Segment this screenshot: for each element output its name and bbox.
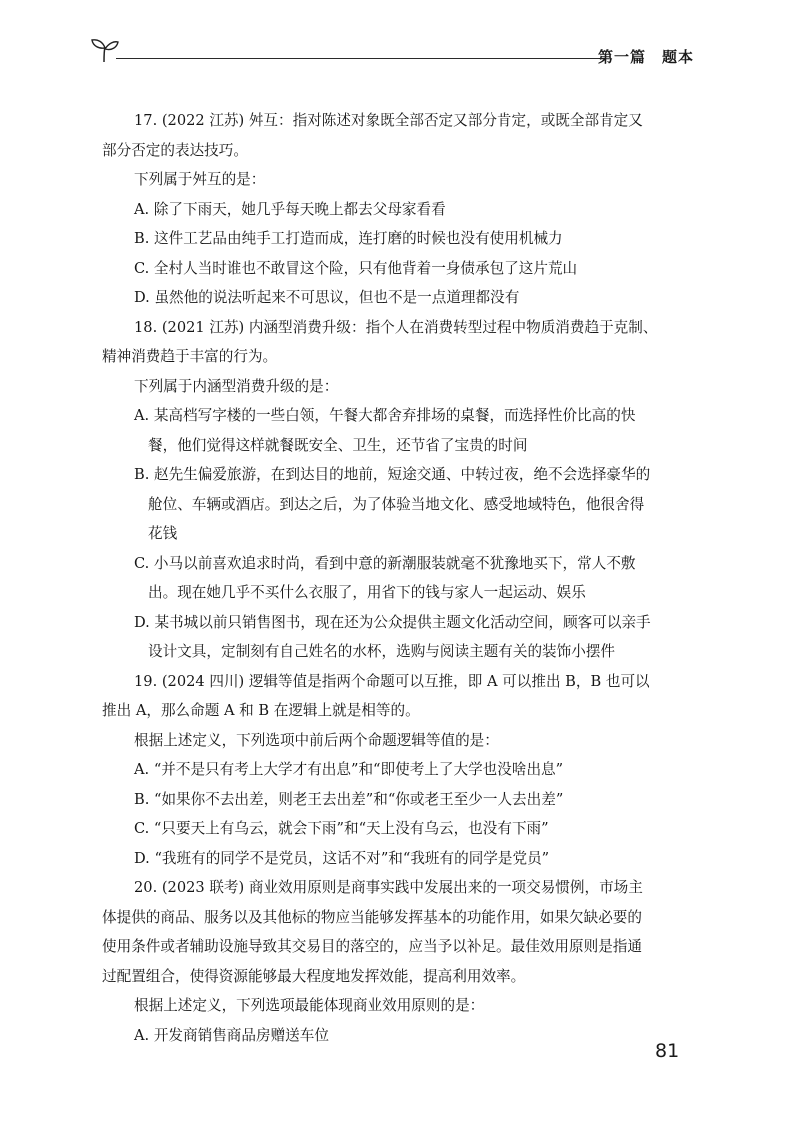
question-stem-line: 部分否定的表达技巧。 — [102, 141, 248, 159]
header-rule — [116, 58, 606, 59]
page-header — [88, 36, 708, 76]
question-content — [102, 106, 694, 1050]
question-stem-line: 17. (2022 江苏) 舛互：指对陈述对象既全部否定又部分肯定，或既全部肯定又 — [134, 112, 643, 129]
option-line: 设计文具，定制刻有自己姓名的水杯，选购与阅读主题有关的装饰小摆件 — [148, 643, 616, 660]
question-stem-line: 使用条件或者辅助设施导致其交易目的落空的，应当予以补足。最佳效用原则是指通 — [102, 938, 642, 955]
option-line: D. “我班有的同学不是党员，这话不对”和“我班有的同学是党员” — [134, 849, 550, 867]
question-stem-line: 推出 A，那么命题 A 和 B 在逻辑上就是相等的。 — [102, 702, 420, 719]
question-prompt: 下列属于舛互的是： — [134, 171, 266, 188]
option-line: A. 开发商销售商品房赠送车位 — [134, 1026, 329, 1044]
option-line: C. 小马以前喜欢追求时尚，看到中意的新潮服装就毫不犹豫地买下，常人不敷 — [134, 554, 636, 572]
page-number: 81 — [655, 1040, 680, 1062]
question-block — [102, 667, 694, 874]
option-line: 舱位、车辆或酒店。到达之后，为了体验当地文化、感受地域特色，他很舍得 — [148, 495, 645, 513]
question-stem-line: 精神消费趋于丰富的行为。 — [102, 348, 278, 365]
question-prompt: 根据上述定义，下列选项中前后两个命题逻辑等值的是： — [134, 731, 499, 749]
option-line: C. 全村人当时谁也不敢冒这个险，只有他背着一身债承包了这片荒山 — [134, 259, 578, 277]
question-stem-line: 过配置组合，使得资源能够最大程度地发挥效能，提高利用效率。 — [102, 967, 526, 985]
option-line: A. 某高档写字楼的一些白领，午餐大都舍弃排场的桌餐，而选择性价比高的快 — [134, 407, 636, 424]
question-stem-line: 体提供的商品、服务以及其他标的物应当能够发挥基本的功能作用，如果欠缺必要的 — [102, 908, 642, 926]
option-line: B. 这件工艺品由纯手工打造而成，连打磨的时候也没有使用机械力 — [134, 230, 563, 247]
option-line: B. 赵先生偏爱旅游，在到达目的地前，短途交通、中转过夜，绝不会选择豪华的 — [134, 466, 651, 483]
question-stem-line: 18. (2021 江苏) 内涵型消费升级：指个人在消费转型过程中物质消费趋于克制、 — [134, 318, 658, 336]
question-stem-line: 20. (2023 联考) 商业效用原则是商事实践中发展出来的一项交易惯例，市场主 — [134, 879, 643, 896]
question-block — [102, 873, 694, 1050]
option-line: 出。现在她几乎不买什么衣服了，用省下的钱与家人一起运动、娱乐 — [148, 584, 586, 601]
question-prompt: 根据上述定义，下列选项最能体现商业效用原则的是： — [134, 997, 485, 1014]
question-block — [102, 313, 694, 667]
option-line: D. 虽然他的说法听起来不可思议，但也不是一点道理都没有 — [134, 289, 520, 306]
question-stem-line: 19. (2024 四川) 逻辑等值是指两个命题可以互推，即 A 可以推出 B，B 也可以 — [134, 672, 650, 690]
option-line: A. “并不是只有考上大学才有出息”和“即使考上了大学也没啥出息” — [134, 761, 564, 778]
sprout-icon — [88, 38, 120, 64]
option-line: 花钱 — [148, 525, 178, 542]
question-prompt: 下列属于内涵型消费升级的是： — [134, 377, 339, 395]
question-block — [102, 106, 694, 313]
option-line: 餐，他们觉得这样就餐既安全、卫生，还节省了宝贵的时间 — [148, 436, 528, 454]
option-line: A. 除了下雨天，她几乎每天晚上都去父母家看看 — [134, 200, 446, 218]
section-title: 第一篇 题本 — [597, 48, 694, 66]
option-line: C. “只要天上有乌云，就会下雨”和“天上没有乌云，也没有下雨” — [134, 820, 549, 837]
option-line: B. “如果你不去出差，则老王去出差”和“你或老王至少一人去出差” — [134, 790, 564, 808]
option-line: D. 某书城以前只销售图书，现在还为公众提供主题文化活动空间，顾客可以亲手 — [134, 613, 651, 631]
